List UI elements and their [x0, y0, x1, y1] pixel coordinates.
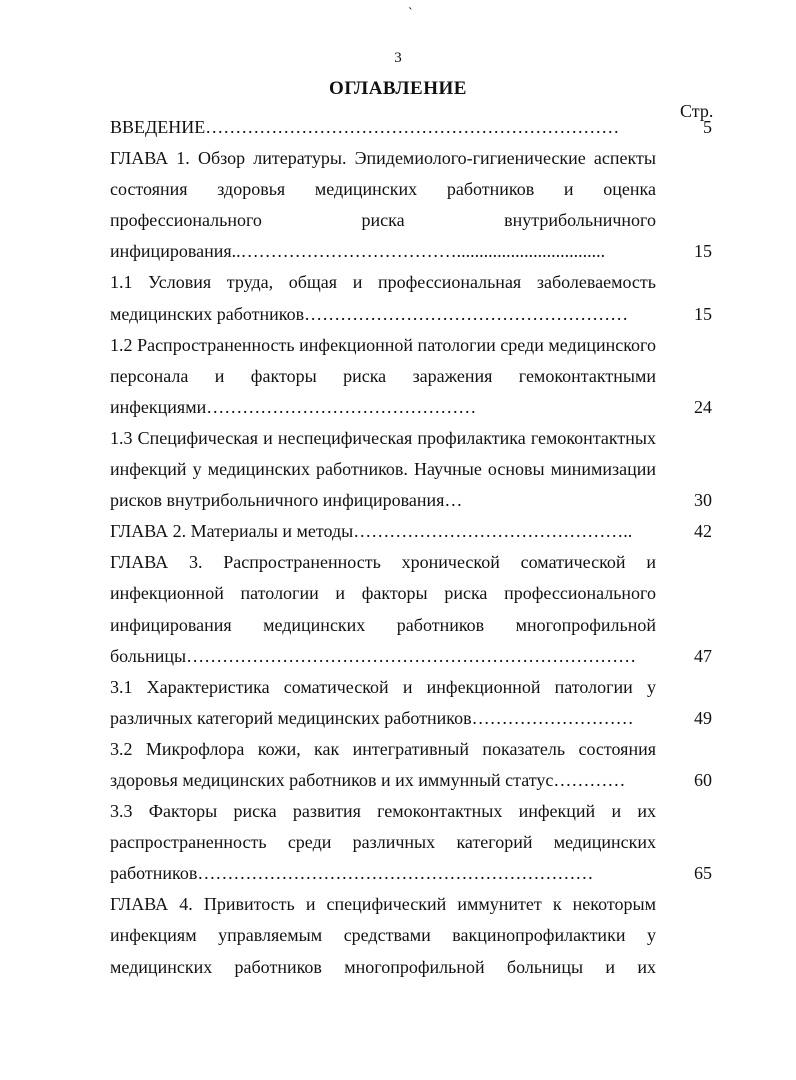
toc-entry-text: ГЛАВА 3. Распространенность хронической соматической и инфекционной патологии и факторы риска профессионального инфицирования медицинских работников многопрофильной больницы…………………………………………………………………	[110, 552, 656, 666]
toc-entry-text: 3.3 Факторы риска развития гемоконтактных инфекций и их распространенность среди различных категорий медицинских работников…………………………………………………………	[110, 801, 656, 884]
toc-entry-section-3-2	[110, 734, 722, 796]
toc-entry-chapter-3	[110, 547, 722, 671]
toc-entry-chapter-1	[110, 143, 722, 267]
toc-entry-page: 65	[694, 863, 712, 884]
toc-entry-text: 3.1 Характеристика соматической и инфекционной патологии у различных категорий медицинских работников………………………	[110, 676, 656, 728]
table-of-contents	[110, 112, 722, 983]
toc-entry-section-1-2	[110, 330, 722, 423]
toc-entry-chapter-2	[110, 516, 722, 547]
page-title: ОГЛАВЛЕНИЕ	[329, 78, 467, 99]
toc-entry-text: 1.2 Распространенность инфекционной патологии среди медицинского персонала и факторы риска заражения гемоконтактными инфекциями………………………………………	[110, 334, 656, 417]
toc-entry-text: ГЛАВА 2. Материалы и методы………………………………………..	[110, 521, 633, 542]
page-number: 3	[394, 50, 402, 66]
page-column-label: Стр.	[680, 101, 714, 121]
toc-entry-section-3-3	[110, 796, 722, 889]
toc-entry-page: 60	[694, 769, 712, 790]
toc-entry-page: 30	[694, 490, 712, 511]
toc-entry-text: ГЛАВА 4. Привитость и специфический иммунитет к некоторым инфекциям управляемым средствами вакцинопрофилактики у медицинских работников многопрофильной больницы и их	[110, 894, 656, 977]
toc-entry-introduction	[110, 112, 722, 143]
toc-entry-section-1-1	[110, 267, 722, 329]
toc-entry-section-1-3	[110, 423, 722, 516]
toc-entry-text: 3.2 Микрофлора кожи, как интегративный показатель состояния здоровья медицинских работников и их иммунный статус…………	[110, 738, 656, 790]
toc-entry-page: 42	[694, 521, 712, 542]
toc-entry-section-3-1	[110, 672, 722, 734]
toc-entry-text: ВВЕДЕНИЕ……………………………………………………………	[110, 117, 620, 137]
toc-entry-text: 1.1 Условия труда, общая и профессиональная заболеваемость медицинских работников………………………………………………	[110, 272, 656, 324]
toc-entry-page: 24	[694, 396, 712, 417]
toc-entry-page: 15	[694, 303, 712, 324]
toc-entry-text: ГЛАВА 1. Обзор литературы. Эпидемиолого-гигиенические аспекты состояния здоровья медицинских работников и оценка профессионального риска внутрибольничного инфицирования..……………………………….................................	[110, 148, 656, 262]
scan-mark: ˋ	[408, 6, 413, 21]
toc-entry-page: 47	[694, 645, 712, 666]
toc-entry-page: 15	[694, 241, 712, 262]
toc-entry-text: 1.3 Специфическая и неспецифическая профилактика гемоконтактных инфекций у медицинских работников. Научные основы минимизации рисков внутрибольничного инфицирования…	[110, 427, 656, 511]
toc-entry-page: 49	[694, 707, 712, 728]
toc-entry-chapter-4	[110, 889, 722, 982]
toc-entry-page: 5	[703, 117, 712, 137]
